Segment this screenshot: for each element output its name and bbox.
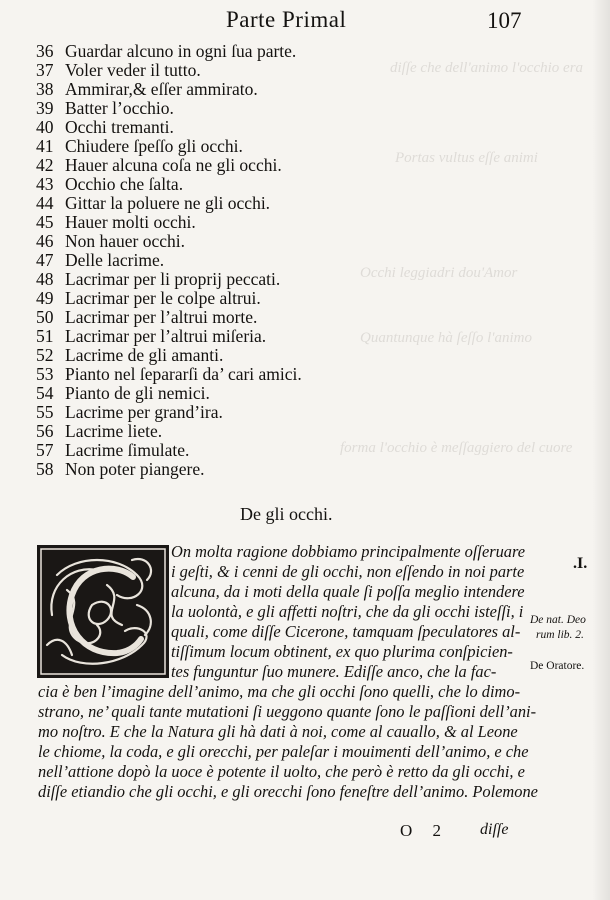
- body-text-line: nell’attione dopò la uoce è potente il uolto, che però è retto da gli occhi, e: [38, 762, 525, 781]
- list-item-number: 58: [36, 459, 54, 479]
- marginal-note: De nat. Deo: [530, 614, 586, 626]
- list-item-number: 57: [36, 440, 54, 460]
- list-item-number: 37: [36, 60, 54, 80]
- list-item-text: Lacrime liete.: [65, 421, 163, 441]
- list-item-text: Lacrimar per l’altrui miſeria.: [65, 326, 267, 346]
- list-item-number: 54: [36, 383, 54, 403]
- list-item: [36, 137, 366, 156]
- list-item-number: 42: [36, 155, 54, 175]
- list-item: [36, 308, 366, 327]
- body-text-line: i geſti, & i cenni de gli occhi, non eſſendo in noi parte: [171, 562, 525, 581]
- list-item: [36, 232, 366, 251]
- list-item-number: 55: [36, 402, 54, 422]
- list-item-text: Non hauer occhi.: [65, 231, 186, 251]
- list-item-number: 43: [36, 174, 54, 194]
- list-item: [36, 118, 366, 137]
- body-text-line: tiſſimum locum obtinent, ex quo plurima conſpicien-: [171, 642, 513, 661]
- ornamental-initial-c: [37, 545, 169, 678]
- list-item-text: Chiudere ſpeſſo gli occhi.: [65, 136, 243, 156]
- bleed-through-text: forma l'occhio è meſſaggiero del cuore: [340, 440, 573, 456]
- page-edge-shadow: [592, 0, 610, 900]
- bleed-through-text: Portas vultus eſſe animi: [395, 150, 538, 166]
- bleed-through-text: diſſe che dell'animo l'occhio era: [390, 60, 584, 76]
- list-item-text: Batter l’occhio.: [65, 98, 174, 118]
- body-text-line: alcuna, da i moti della quale ſi poſſa meglio intendere: [171, 582, 525, 601]
- list-item-text: Guardar alcuno in ogni ſua parte.: [65, 41, 297, 61]
- list-item-number: 47: [36, 250, 54, 270]
- body-text-line: le chiome, la coda, e gli orecchi, per paleſar i mouimenti dell’animo, e che: [38, 742, 529, 761]
- list-item: [36, 289, 366, 308]
- list-item-number: 45: [36, 212, 54, 232]
- body-text-line: strano, ne’ quali tante mutationi ſi ueggono quante ſono le paſſioni dell’ani-: [38, 702, 537, 721]
- list-item-number: 49: [36, 288, 54, 308]
- list-item-text: Lacrimar per l’altrui morte.: [65, 307, 258, 327]
- list-item: [36, 61, 366, 80]
- list-item: [36, 99, 366, 118]
- page-number: 107: [487, 8, 522, 33]
- body-text-line: On molta ragione dobbiamo principalmente oſſeruare: [171, 542, 526, 561]
- marginal-note: rum lib. 2.: [536, 629, 584, 641]
- list-item-text: Occhio che ſalta.: [65, 174, 184, 194]
- list-item: [36, 175, 366, 194]
- list-item-text: Pianto nel ſepararſi da’ cari amici.: [65, 364, 302, 384]
- list-item: [36, 194, 366, 213]
- list-item-number: 36: [36, 41, 54, 61]
- body-text-line: tes funguntur ſuo munere. Ediſſe anco, che la fac-: [171, 662, 497, 681]
- list-item-text: Voler veder il tutto.: [65, 60, 201, 80]
- list-item: [36, 213, 366, 232]
- list-item-text: Lacrime de gli amanti.: [65, 345, 224, 365]
- section-heading: De gli occhi.: [240, 504, 333, 524]
- list-item: [36, 460, 366, 479]
- list-item-text: Lacrimar per le colpe altrui.: [65, 288, 261, 308]
- list-item-text: Lacrimar per li proprij peccati.: [65, 269, 281, 289]
- chapter-list: [36, 42, 366, 479]
- list-item-number: 48: [36, 269, 54, 289]
- list-item-text: Occhi tremanti.: [65, 117, 174, 137]
- list-item-number: 50: [36, 307, 54, 327]
- list-item: [36, 251, 366, 270]
- list-item: [36, 365, 366, 384]
- list-item: [36, 441, 366, 460]
- list-item-text: Lacrime ſimulate.: [65, 440, 190, 460]
- list-item-text: Ammirar,& eſſer ammirato.: [65, 79, 258, 99]
- body-text-line: la uolontà, e gli affetti noſtri, che da gli occhi isteſſi, i: [171, 602, 524, 621]
- list-item: [36, 346, 366, 365]
- list-item-number: 52: [36, 345, 54, 365]
- list-item-number: 53: [36, 364, 54, 384]
- list-item: [36, 422, 366, 441]
- list-item-number: 41: [36, 136, 54, 156]
- body-text-line: cia è ben l’imagine dell’animo, ma che gli occhi ſono quelli, che lo dimo-: [38, 682, 521, 701]
- list-item-text: Lacrime per grand’ira.: [65, 402, 223, 422]
- list-item-number: 40: [36, 117, 54, 137]
- list-item-number: 56: [36, 421, 54, 441]
- bleed-through-text: Quantunque hà ſeſſo l'animo: [360, 330, 532, 346]
- list-item-number: 38: [36, 79, 54, 99]
- body-text-line: mo noſtro. E che la Natura gli hà dati à noi, come al cauallo, & al Leone: [38, 722, 518, 741]
- list-item-text: Hauer molti occhi.: [65, 212, 196, 232]
- list-item: [36, 403, 366, 422]
- list-item: [36, 80, 366, 99]
- list-item-number: 46: [36, 231, 54, 251]
- list-item-text: Delle lacrime.: [65, 250, 165, 270]
- list-item-text: Non poter piangere.: [65, 459, 205, 479]
- body-text-line: diſſe etiandio che gli occhi, e gli orecchi ſono feneſtre dell’animo. Polemone: [38, 782, 538, 801]
- body-text-line: quali, come diſſe Cicerone, tamquam ſpeculatores al-: [171, 622, 521, 641]
- list-item-text: Gittar la poluere ne gli occhi.: [65, 193, 271, 213]
- list-item: [36, 156, 366, 175]
- marginal-note: De Oratore.: [530, 660, 585, 672]
- section-number: .I.: [573, 555, 588, 572]
- signature-mark: O 2: [400, 821, 450, 840]
- running-title: Parte Primal: [226, 7, 347, 32]
- list-item: [36, 327, 366, 346]
- list-item-text: Hauer alcuna coſa ne gli occhi.: [65, 155, 282, 175]
- list-item-number: 51: [36, 326, 54, 346]
- ornament-icon: [37, 545, 169, 678]
- catchword: diſſe: [480, 821, 509, 838]
- list-item-number: 44: [36, 193, 54, 213]
- list-item: [36, 42, 366, 61]
- list-item: [36, 384, 366, 403]
- list-item-text: Pianto de gli nemici.: [65, 383, 210, 403]
- bleed-through-text: Occhi leggiadri dou'Amor: [360, 265, 518, 281]
- list-item: [36, 270, 366, 289]
- list-item-number: 39: [36, 98, 54, 118]
